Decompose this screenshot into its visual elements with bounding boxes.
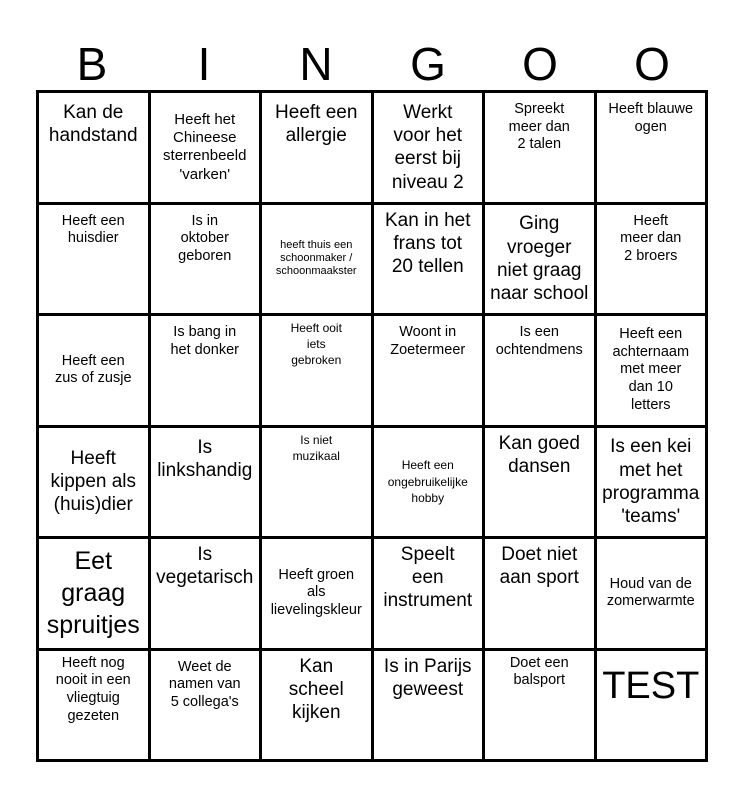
bingo-cell[interactable] (485, 205, 597, 317)
cell-text: Woont in Zoetermeer (390, 324, 466, 358)
cell-text: Heeft blauwe ogen (608, 101, 694, 135)
bingo-cell[interactable] (597, 651, 709, 763)
header-letter-n: N (299, 38, 333, 90)
cell-text: Heeft een ongebruikelijke hobby (387, 458, 468, 505)
header-letter-i: I (197, 38, 211, 90)
cell-text: Is in oktober geboren (178, 212, 232, 264)
cell-text: Heeft meer dan 2 broers (620, 212, 682, 264)
bingo-cell[interactable] (151, 316, 263, 428)
bingo-cell[interactable] (39, 428, 151, 540)
bingo-cell[interactable] (597, 93, 709, 205)
bingo-cell[interactable] (374, 93, 486, 205)
bingo-cell[interactable] (374, 205, 486, 317)
bingo-cell[interactable] (374, 428, 486, 540)
cell-text: Heeft een achternaam met meer dan 10 letters (612, 326, 690, 413)
header-letter-o-2: O (634, 38, 670, 90)
bingo-cell[interactable] (262, 428, 374, 540)
cell-text: Ging vroeger niet graag naar school (490, 213, 589, 304)
cell-text: Houd van de zomerwarmte (606, 575, 695, 610)
cell-text: Kan scheel kijken (288, 655, 344, 723)
bingo-cell[interactable] (262, 93, 374, 205)
cell-text: Heeft een zus of zusje (54, 352, 132, 387)
cell-text: Weet de namen van 5 collega's (168, 658, 241, 710)
cell-text: Eet graag spruitjes (46, 547, 140, 640)
cell-text: TEST (602, 664, 700, 707)
cell-text: Heeft kippen als (huis)dier (50, 447, 137, 516)
bingo-cell[interactable] (597, 428, 709, 540)
bingo-cell[interactable] (262, 539, 374, 651)
bingo-cell[interactable] (262, 316, 374, 428)
cell-text: Speelt een instrument (383, 544, 473, 612)
cell-text: Heeft groen als lievelingskleur (270, 566, 362, 619)
cell-text: Is vegetarisch (156, 544, 254, 589)
cell-text: Heeft een huisdier (61, 212, 125, 247)
cell-text: Heeft nog nooit in een vliegtuig gezeten (55, 654, 131, 724)
cell-text: Kan de handstand (48, 102, 138, 147)
bingo-cell[interactable] (485, 539, 597, 651)
bingo-cell[interactable] (151, 651, 263, 763)
bingo-card (36, 90, 708, 762)
header-letter-b: B (76, 38, 108, 90)
bingo-header (36, 36, 708, 92)
bingo-cell[interactable] (151, 428, 263, 540)
bingo-cell[interactable] (39, 205, 151, 317)
cell-text: Kan goed dansen (498, 432, 580, 477)
cell-text: Doet een balsport (509, 654, 569, 689)
bingo-cell[interactable] (597, 205, 709, 317)
cell-text: Kan in het frans tot 20 tellen (384, 209, 471, 277)
cell-text: Is in Parijs geweest (383, 655, 472, 700)
bingo-cell[interactable] (262, 205, 374, 317)
bingo-cell[interactable] (39, 651, 151, 763)
header-letter-g: G (410, 38, 446, 90)
bingo-cell[interactable] (39, 93, 151, 205)
bingo-cell[interactable] (374, 539, 486, 651)
bingo-cell[interactable] (485, 651, 597, 763)
cell-text: Heeft ooit iets gebroken (290, 321, 342, 368)
bingo-cell[interactable] (262, 651, 374, 763)
bingo-cell[interactable] (485, 93, 597, 205)
cell-text: Doet niet aan sport (499, 544, 579, 589)
cell-text: Is een kei met het programma 'teams' (602, 436, 700, 527)
cell-text: Is een ochtendmens (495, 324, 583, 358)
cell-text: Heeft het Chineese sterrenbeeld 'varken' (163, 110, 247, 183)
cell-text: Spreekt meer dan 2 talen (508, 101, 570, 153)
cell-text: Is linkshandig (157, 436, 253, 481)
cell-text: Is bang in het donker (170, 324, 240, 358)
bingo-cell[interactable] (485, 316, 597, 428)
bingo-cell[interactable] (39, 316, 151, 428)
bingo-cell[interactable] (39, 539, 151, 651)
cell-text: Heeft een allergie (275, 102, 358, 147)
bingo-cell[interactable] (374, 316, 486, 428)
cell-text: heeft thuis een schoonmaker / schoonmaakster (275, 238, 357, 278)
bingo-cell[interactable] (151, 539, 263, 651)
bingo-cell[interactable] (374, 651, 486, 763)
bingo-cell[interactable] (485, 428, 597, 540)
cell-text: Is niet muzikaal (292, 432, 340, 463)
bingo-cell[interactable] (597, 539, 709, 651)
cell-text: Werkt voor het eerst bij niveau 2 (391, 102, 464, 193)
bingo-cell[interactable] (151, 205, 263, 317)
bingo-cell[interactable] (597, 316, 709, 428)
header-letter-o: O (522, 38, 558, 90)
bingo-cell[interactable] (151, 93, 263, 205)
